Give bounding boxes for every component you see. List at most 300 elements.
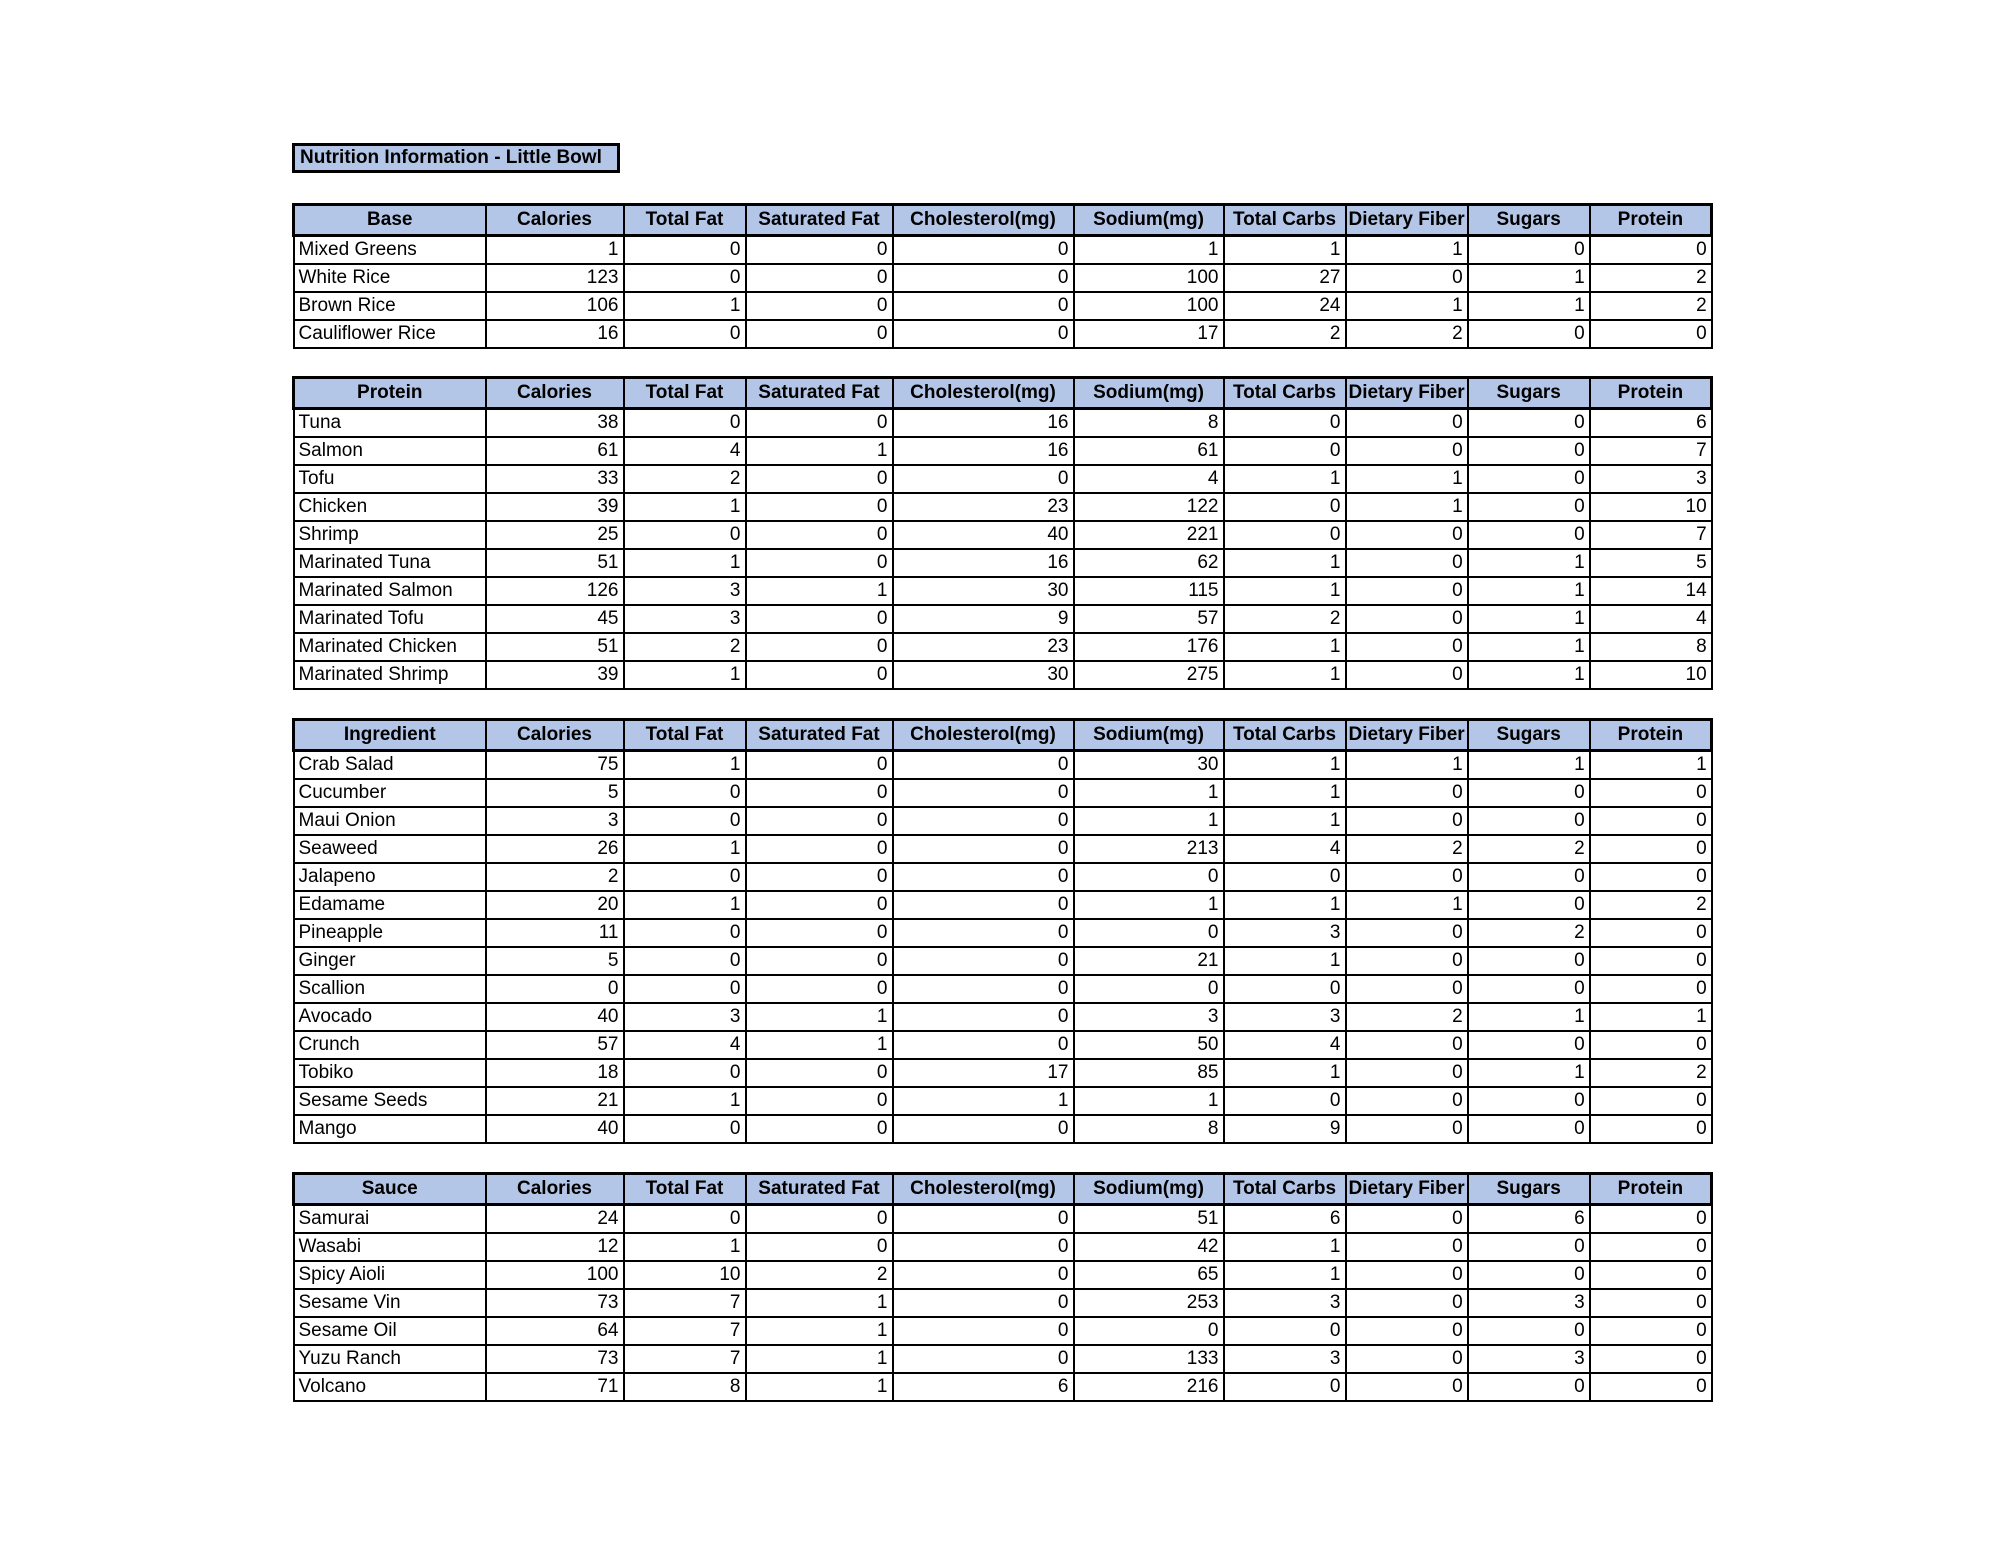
table-row bbox=[294, 891, 1712, 919]
value-cell: 1 bbox=[624, 1233, 746, 1261]
table-row bbox=[294, 1003, 1712, 1031]
value-cell: 0 bbox=[1590, 863, 1712, 891]
value-cell: 1 bbox=[624, 661, 746, 689]
value-cell: 1 bbox=[1346, 236, 1468, 265]
table-row bbox=[294, 1115, 1712, 1143]
value-cell: 0 bbox=[893, 1115, 1074, 1143]
value-cell: 0 bbox=[746, 919, 893, 947]
value-cell: 0 bbox=[746, 292, 893, 320]
value-cell: 0 bbox=[893, 1205, 1074, 1234]
value-cell: 3 bbox=[624, 605, 746, 633]
table-row bbox=[294, 661, 1712, 689]
value-cell: 1 bbox=[746, 1317, 893, 1345]
column-header: Total Carbs bbox=[1224, 205, 1346, 236]
value-cell: 0 bbox=[1346, 633, 1468, 661]
item-name-cell: Marinated Tuna bbox=[294, 549, 486, 577]
value-cell: 0 bbox=[1590, 1087, 1712, 1115]
column-header: Saturated Fat bbox=[746, 378, 893, 409]
item-name-cell: Edamame bbox=[294, 891, 486, 919]
value-cell: 1 bbox=[486, 236, 624, 265]
value-cell: 1 bbox=[1468, 292, 1590, 320]
column-header: Total Fat bbox=[624, 378, 746, 409]
column-header: Saturated Fat bbox=[746, 1174, 893, 1205]
table-row bbox=[294, 521, 1712, 549]
item-name-cell: Shrimp bbox=[294, 521, 486, 549]
column-header: Dietary Fiber bbox=[1346, 1174, 1468, 1205]
value-cell: 1 bbox=[746, 437, 893, 465]
value-cell: 3 bbox=[624, 577, 746, 605]
value-cell: 0 bbox=[893, 1261, 1074, 1289]
table-row bbox=[294, 549, 1712, 577]
item-name-cell: Tofu bbox=[294, 465, 486, 493]
value-cell: 0 bbox=[1468, 1373, 1590, 1401]
item-name-cell: Salmon bbox=[294, 437, 486, 465]
value-cell: 0 bbox=[1590, 1345, 1712, 1373]
value-cell: 0 bbox=[1346, 807, 1468, 835]
value-cell: 126 bbox=[486, 577, 624, 605]
section-header: Ingredient bbox=[294, 720, 486, 751]
item-name-cell: Mango bbox=[294, 1115, 486, 1143]
value-cell: 51 bbox=[1074, 1205, 1224, 1234]
column-header: Dietary Fiber bbox=[1346, 720, 1468, 751]
value-cell: 0 bbox=[893, 863, 1074, 891]
value-cell: 0 bbox=[893, 1317, 1074, 1345]
value-cell: 0 bbox=[1468, 521, 1590, 549]
value-cell: 1 bbox=[1224, 1261, 1346, 1289]
item-name-cell: Marinated Chicken bbox=[294, 633, 486, 661]
item-name-cell: Mixed Greens bbox=[294, 236, 486, 265]
value-cell: 1 bbox=[624, 493, 746, 521]
item-name-cell: Sesame Vin bbox=[294, 1289, 486, 1317]
value-cell: 0 bbox=[746, 320, 893, 348]
table-row bbox=[294, 437, 1712, 465]
value-cell: 0 bbox=[1590, 320, 1712, 348]
item-name-cell: Cucumber bbox=[294, 779, 486, 807]
value-cell: 45 bbox=[486, 605, 624, 633]
value-cell: 0 bbox=[1224, 1087, 1346, 1115]
value-cell: 0 bbox=[1590, 835, 1712, 863]
value-cell: 2 bbox=[1346, 1003, 1468, 1031]
value-cell: 0 bbox=[746, 409, 893, 438]
value-cell: 61 bbox=[486, 437, 624, 465]
column-header: Dietary Fiber bbox=[1346, 378, 1468, 409]
header-row bbox=[294, 720, 1712, 751]
value-cell: 7 bbox=[624, 1345, 746, 1373]
value-cell: 0 bbox=[746, 891, 893, 919]
item-name-cell: Avocado bbox=[294, 1003, 486, 1031]
table-row bbox=[294, 409, 1712, 438]
value-cell: 1 bbox=[1224, 577, 1346, 605]
value-cell: 0 bbox=[1468, 1115, 1590, 1143]
value-cell: 23 bbox=[893, 493, 1074, 521]
value-cell: 4 bbox=[1590, 605, 1712, 633]
column-header: Protein bbox=[1590, 205, 1712, 236]
value-cell: 0 bbox=[1346, 661, 1468, 689]
value-cell: 1 bbox=[1074, 807, 1224, 835]
value-cell: 1 bbox=[1590, 751, 1712, 780]
value-cell: 0 bbox=[1346, 437, 1468, 465]
value-cell: 0 bbox=[1346, 1261, 1468, 1289]
value-cell: 0 bbox=[1590, 947, 1712, 975]
value-cell: 1 bbox=[1590, 1003, 1712, 1031]
value-cell: 0 bbox=[624, 1059, 746, 1087]
value-cell: 0 bbox=[1346, 1115, 1468, 1143]
column-header: Total Fat bbox=[624, 205, 746, 236]
value-cell: 73 bbox=[486, 1345, 624, 1373]
value-cell: 0 bbox=[1074, 863, 1224, 891]
value-cell: 10 bbox=[1590, 493, 1712, 521]
value-cell: 1 bbox=[1224, 236, 1346, 265]
table-row bbox=[294, 493, 1712, 521]
value-cell: 1 bbox=[1468, 264, 1590, 292]
value-cell: 0 bbox=[893, 1003, 1074, 1031]
table-row bbox=[294, 1205, 1712, 1234]
column-header: Calories bbox=[486, 378, 624, 409]
value-cell: 0 bbox=[893, 975, 1074, 1003]
value-cell: 0 bbox=[1590, 975, 1712, 1003]
item-name-cell: Maui Onion bbox=[294, 807, 486, 835]
value-cell: 1 bbox=[1224, 807, 1346, 835]
value-cell: 0 bbox=[1468, 465, 1590, 493]
table-row bbox=[294, 1031, 1712, 1059]
column-header: Protein bbox=[1590, 378, 1712, 409]
value-cell: 0 bbox=[893, 891, 1074, 919]
value-cell: 64 bbox=[486, 1317, 624, 1345]
value-cell: 39 bbox=[486, 493, 624, 521]
value-cell: 0 bbox=[1468, 493, 1590, 521]
table-row bbox=[294, 779, 1712, 807]
value-cell: 123 bbox=[486, 264, 624, 292]
value-cell: 40 bbox=[893, 521, 1074, 549]
value-cell: 1 bbox=[624, 751, 746, 780]
value-cell: 1 bbox=[1346, 292, 1468, 320]
value-cell: 0 bbox=[624, 409, 746, 438]
item-name-cell: Pineapple bbox=[294, 919, 486, 947]
value-cell: 0 bbox=[893, 751, 1074, 780]
value-cell: 2 bbox=[1224, 320, 1346, 348]
column-header: Total Carbs bbox=[1224, 720, 1346, 751]
value-cell: 3 bbox=[1468, 1289, 1590, 1317]
value-cell: 0 bbox=[1346, 1345, 1468, 1373]
value-cell: 8 bbox=[1074, 1115, 1224, 1143]
value-cell: 16 bbox=[893, 549, 1074, 577]
column-header: Total Fat bbox=[624, 1174, 746, 1205]
column-header: Calories bbox=[486, 1174, 624, 1205]
value-cell: 253 bbox=[1074, 1289, 1224, 1317]
value-cell: 3 bbox=[1224, 919, 1346, 947]
value-cell: 4 bbox=[1224, 835, 1346, 863]
value-cell: 0 bbox=[1590, 779, 1712, 807]
value-cell: 0 bbox=[893, 292, 1074, 320]
column-header: Cholesterol(mg) bbox=[893, 205, 1074, 236]
value-cell: 0 bbox=[1590, 1261, 1712, 1289]
column-header: Sodium(mg) bbox=[1074, 720, 1224, 751]
value-cell: 1 bbox=[1346, 465, 1468, 493]
value-cell: 0 bbox=[746, 1205, 893, 1234]
value-cell: 0 bbox=[893, 947, 1074, 975]
column-header: Calories bbox=[486, 205, 624, 236]
value-cell: 21 bbox=[1074, 947, 1224, 975]
value-cell: 115 bbox=[1074, 577, 1224, 605]
value-cell: 0 bbox=[624, 919, 746, 947]
value-cell: 0 bbox=[1590, 1031, 1712, 1059]
value-cell: 0 bbox=[624, 521, 746, 549]
value-cell: 1 bbox=[1224, 1233, 1346, 1261]
value-cell: 1 bbox=[624, 1087, 746, 1115]
value-cell: 1 bbox=[1074, 779, 1224, 807]
base-table bbox=[292, 203, 1713, 349]
value-cell: 3 bbox=[1074, 1003, 1224, 1031]
item-name-cell: Seaweed bbox=[294, 835, 486, 863]
value-cell: 24 bbox=[1224, 292, 1346, 320]
value-cell: 7 bbox=[1590, 521, 1712, 549]
value-cell: 0 bbox=[746, 807, 893, 835]
header-row bbox=[294, 378, 1712, 409]
value-cell: 24 bbox=[486, 1205, 624, 1234]
value-cell: 100 bbox=[1074, 264, 1224, 292]
table-row bbox=[294, 1233, 1712, 1261]
value-cell: 1 bbox=[746, 577, 893, 605]
column-header: Cholesterol(mg) bbox=[893, 378, 1074, 409]
table-row bbox=[294, 975, 1712, 1003]
value-cell: 6 bbox=[1468, 1205, 1590, 1234]
value-cell: 0 bbox=[1468, 236, 1590, 265]
value-cell: 0 bbox=[1468, 1031, 1590, 1059]
value-cell: 1 bbox=[746, 1289, 893, 1317]
value-cell: 1 bbox=[1074, 1087, 1224, 1115]
table-row bbox=[294, 863, 1712, 891]
value-cell: 0 bbox=[893, 236, 1074, 265]
column-header: Saturated Fat bbox=[746, 205, 893, 236]
ingredient-table bbox=[292, 718, 1713, 1144]
value-cell: 30 bbox=[893, 661, 1074, 689]
value-cell: 10 bbox=[624, 1261, 746, 1289]
value-cell: 6 bbox=[1590, 409, 1712, 438]
item-name-cell: Samurai bbox=[294, 1205, 486, 1234]
value-cell: 18 bbox=[486, 1059, 624, 1087]
value-cell: 51 bbox=[486, 549, 624, 577]
value-cell: 1 bbox=[1468, 577, 1590, 605]
column-header: Total Carbs bbox=[1224, 1174, 1346, 1205]
value-cell: 0 bbox=[1590, 807, 1712, 835]
value-cell: 1 bbox=[1224, 751, 1346, 780]
value-cell: 176 bbox=[1074, 633, 1224, 661]
value-cell: 0 bbox=[746, 1059, 893, 1087]
table-row bbox=[294, 1289, 1712, 1317]
value-cell: 0 bbox=[746, 1115, 893, 1143]
column-header: Calories bbox=[486, 720, 624, 751]
value-cell: 1 bbox=[746, 1003, 893, 1031]
value-cell: 5 bbox=[1590, 549, 1712, 577]
value-cell: 0 bbox=[1590, 1317, 1712, 1345]
value-cell: 2 bbox=[1468, 835, 1590, 863]
value-cell: 9 bbox=[1224, 1115, 1346, 1143]
value-cell: 40 bbox=[486, 1003, 624, 1031]
value-cell: 0 bbox=[1346, 521, 1468, 549]
item-name-cell: Marinated Shrimp bbox=[294, 661, 486, 689]
column-header: Dietary Fiber bbox=[1346, 205, 1468, 236]
value-cell: 0 bbox=[1590, 1289, 1712, 1317]
value-cell: 216 bbox=[1074, 1373, 1224, 1401]
value-cell: 0 bbox=[1346, 577, 1468, 605]
value-cell: 51 bbox=[486, 633, 624, 661]
value-cell: 2 bbox=[1590, 1059, 1712, 1087]
value-cell: 0 bbox=[624, 863, 746, 891]
value-cell: 1 bbox=[624, 549, 746, 577]
value-cell: 8 bbox=[1074, 409, 1224, 438]
value-cell: 1 bbox=[1468, 549, 1590, 577]
value-cell: 6 bbox=[1224, 1205, 1346, 1234]
value-cell: 0 bbox=[1346, 1317, 1468, 1345]
item-name-cell: Wasabi bbox=[294, 1233, 486, 1261]
value-cell: 57 bbox=[1074, 605, 1224, 633]
value-cell: 40 bbox=[486, 1115, 624, 1143]
value-cell: 0 bbox=[893, 807, 1074, 835]
value-cell: 7 bbox=[624, 1317, 746, 1345]
value-cell: 11 bbox=[486, 919, 624, 947]
column-header: Protein bbox=[1590, 1174, 1712, 1205]
value-cell: 1 bbox=[1074, 891, 1224, 919]
table-row bbox=[294, 1373, 1712, 1401]
value-cell: 2 bbox=[746, 1261, 893, 1289]
value-cell: 0 bbox=[624, 264, 746, 292]
value-cell: 14 bbox=[1590, 577, 1712, 605]
value-cell: 27 bbox=[1224, 264, 1346, 292]
value-cell: 2 bbox=[1590, 891, 1712, 919]
column-header: Total Carbs bbox=[1224, 378, 1346, 409]
value-cell: 39 bbox=[486, 661, 624, 689]
value-cell: 275 bbox=[1074, 661, 1224, 689]
value-cell: 23 bbox=[893, 633, 1074, 661]
item-name-cell: Yuzu Ranch bbox=[294, 1345, 486, 1373]
item-name-cell: Jalapeno bbox=[294, 863, 486, 891]
column-header: Cholesterol(mg) bbox=[893, 1174, 1074, 1205]
item-name-cell: White Rice bbox=[294, 264, 486, 292]
value-cell: 16 bbox=[486, 320, 624, 348]
value-cell: 0 bbox=[1074, 975, 1224, 1003]
value-cell: 71 bbox=[486, 1373, 624, 1401]
value-cell: 1 bbox=[1468, 1059, 1590, 1087]
value-cell: 1 bbox=[1224, 661, 1346, 689]
value-cell: 1 bbox=[1224, 633, 1346, 661]
value-cell: 73 bbox=[486, 1289, 624, 1317]
item-name-cell: Spicy Aioli bbox=[294, 1261, 486, 1289]
value-cell: 1 bbox=[1468, 661, 1590, 689]
value-cell: 0 bbox=[746, 947, 893, 975]
value-cell: 5 bbox=[486, 947, 624, 975]
column-header: Sugars bbox=[1468, 378, 1590, 409]
value-cell: 1 bbox=[1074, 236, 1224, 265]
value-cell: 1 bbox=[624, 891, 746, 919]
value-cell: 1 bbox=[1468, 605, 1590, 633]
value-cell: 0 bbox=[1346, 264, 1468, 292]
item-name-cell: Brown Rice bbox=[294, 292, 486, 320]
header-row bbox=[294, 1174, 1712, 1205]
value-cell: 1 bbox=[893, 1087, 1074, 1115]
value-cell: 42 bbox=[1074, 1233, 1224, 1261]
table-row bbox=[294, 1059, 1712, 1087]
value-cell: 0 bbox=[1074, 919, 1224, 947]
value-cell: 1 bbox=[1468, 633, 1590, 661]
value-cell: 0 bbox=[893, 1233, 1074, 1261]
value-cell: 0 bbox=[1224, 493, 1346, 521]
value-cell: 0 bbox=[1346, 1087, 1468, 1115]
value-cell: 50 bbox=[1074, 1031, 1224, 1059]
header-row bbox=[294, 205, 1712, 236]
item-name-cell: Sesame Seeds bbox=[294, 1087, 486, 1115]
value-cell: 2 bbox=[486, 863, 624, 891]
value-cell: 0 bbox=[1468, 891, 1590, 919]
value-cell: 0 bbox=[624, 1205, 746, 1234]
value-cell: 100 bbox=[486, 1261, 624, 1289]
page-title: Nutrition Information - Little Bowl bbox=[292, 143, 620, 173]
value-cell: 0 bbox=[1468, 320, 1590, 348]
value-cell: 9 bbox=[893, 605, 1074, 633]
value-cell: 0 bbox=[746, 835, 893, 863]
value-cell: 0 bbox=[1224, 1373, 1346, 1401]
value-cell: 0 bbox=[1590, 1233, 1712, 1261]
value-cell: 7 bbox=[1590, 437, 1712, 465]
value-cell: 1 bbox=[1224, 1059, 1346, 1087]
value-cell: 0 bbox=[893, 320, 1074, 348]
value-cell: 0 bbox=[746, 1087, 893, 1115]
value-cell: 0 bbox=[746, 975, 893, 1003]
value-cell: 0 bbox=[1346, 1031, 1468, 1059]
item-name-cell: Chicken bbox=[294, 493, 486, 521]
value-cell: 0 bbox=[746, 1233, 893, 1261]
value-cell: 0 bbox=[1346, 947, 1468, 975]
value-cell: 0 bbox=[746, 779, 893, 807]
value-cell: 3 bbox=[1224, 1003, 1346, 1031]
value-cell: 1 bbox=[624, 835, 746, 863]
value-cell: 0 bbox=[893, 1031, 1074, 1059]
value-cell: 1 bbox=[746, 1345, 893, 1373]
table-row bbox=[294, 1261, 1712, 1289]
item-name-cell: Crab Salad bbox=[294, 751, 486, 780]
value-cell: 0 bbox=[1590, 919, 1712, 947]
item-name-cell: Crunch bbox=[294, 1031, 486, 1059]
value-cell: 0 bbox=[1224, 863, 1346, 891]
value-cell: 0 bbox=[1468, 409, 1590, 438]
value-cell: 12 bbox=[486, 1233, 624, 1261]
value-cell: 0 bbox=[1224, 1317, 1346, 1345]
value-cell: 25 bbox=[486, 521, 624, 549]
value-cell: 3 bbox=[1224, 1345, 1346, 1373]
item-name-cell: Scallion bbox=[294, 975, 486, 1003]
value-cell: 122 bbox=[1074, 493, 1224, 521]
value-cell: 0 bbox=[893, 835, 1074, 863]
table-row bbox=[294, 236, 1712, 265]
value-cell: 20 bbox=[486, 891, 624, 919]
value-cell: 21 bbox=[486, 1087, 624, 1115]
item-name-cell: Marinated Salmon bbox=[294, 577, 486, 605]
section-header: Protein bbox=[294, 378, 486, 409]
value-cell: 0 bbox=[746, 236, 893, 265]
value-cell: 0 bbox=[746, 633, 893, 661]
value-cell: 0 bbox=[893, 264, 1074, 292]
value-cell: 2 bbox=[1590, 264, 1712, 292]
value-cell: 1 bbox=[746, 1031, 893, 1059]
value-cell: 0 bbox=[1346, 1059, 1468, 1087]
value-cell: 0 bbox=[1468, 1233, 1590, 1261]
value-cell: 0 bbox=[746, 521, 893, 549]
value-cell: 6 bbox=[893, 1373, 1074, 1401]
column-header: Sodium(mg) bbox=[1074, 205, 1224, 236]
value-cell: 1 bbox=[1468, 751, 1590, 780]
value-cell: 0 bbox=[746, 661, 893, 689]
table-row bbox=[294, 1087, 1712, 1115]
value-cell: 0 bbox=[1224, 437, 1346, 465]
